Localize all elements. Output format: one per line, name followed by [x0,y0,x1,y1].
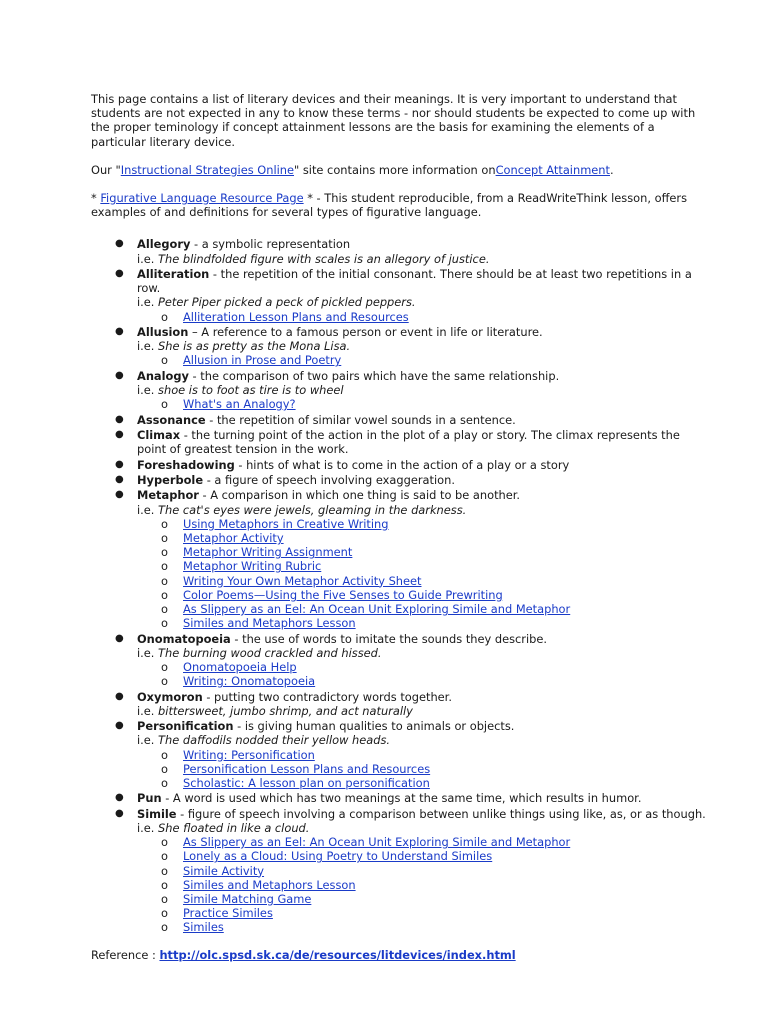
resource-list-item [137,892,711,906]
strategies-prefix: Our " [91,162,121,177]
circle-bullet-icon: o [161,674,168,689]
resource-link[interactable]: Similes and Metaphors Lesson [183,616,356,631]
circle-bullet-icon: o [161,516,168,531]
resource-list-item [137,559,711,573]
resource-link[interactable]: As Slippery as an Eel: An Ocean Unit Exploring Simile and Metaphor [183,602,571,616]
resource-list-item [137,602,711,616]
resource-link-list [137,517,711,631]
bullet-icon: ● [115,429,124,440]
resource-link-list [137,660,711,688]
resource-list-item [137,574,711,588]
device-item-pun [91,791,711,805]
bullet-icon: ● [115,369,124,381]
concept-attainment-link[interactable]: Concept Attainment [495,162,610,177]
device-item-oxymoron [91,690,711,718]
device-item-metaphor [91,488,711,630]
device-term: Oxymoron [137,689,203,704]
resource-list-item [137,762,711,776]
resource-list-item [137,674,711,688]
device-definition: - figure of speech involving a comparison between unlike things using like, as, or as though. [176,806,706,821]
device-item-hyperbole [91,473,711,487]
device-definition: - a figure of speech involving exaggeration. [203,472,455,487]
circle-bullet-icon: o [161,776,168,790]
resource-link[interactable]: What's an Analogy? [183,397,296,412]
example-text: She floated in like a cloud. [158,820,310,835]
example-text: The cat's eyes were jewels, gleaming in the darkness. [158,502,467,517]
example-prefix: i.e. [137,383,159,398]
circle-bullet-icon: o [161,920,168,935]
device-example [137,252,711,266]
resource-link[interactable]: Writing: Onomatopoeia [183,674,316,689]
circle-bullet-icon: o [161,849,168,864]
device-item-allusion [91,325,711,368]
example-prefix: i.e. [137,703,159,718]
resource-list-item [137,864,711,878]
device-item-climax [91,428,711,456]
bullet-icon: ● [115,268,124,280]
device-term: Personification [137,719,234,734]
example-prefix: i.e. [137,502,159,517]
resource-list-item [137,776,711,790]
bullet-icon: ● [115,238,124,250]
example-text: The daffodils nodded their yellow heads. [158,733,391,748]
circle-bullet-icon: o [161,835,168,850]
figurative-star: * [91,191,101,206]
device-term: Allegory [137,237,191,252]
resource-link[interactable]: Metaphor Writing Rubric [183,559,322,574]
device-definition: - A comparison in which one thing is said to be another. [198,488,521,503]
resource-link[interactable]: Using Metaphors in Creative Writing [183,516,389,531]
strategies-middle: " site contains more information on [294,162,496,177]
device-term: Assonance [137,412,206,427]
resource-list-item [137,310,711,324]
device-definition: - the repetition of similar vowel sounds in a sentence. [205,412,516,427]
device-definition: - the turning point of the action in the plot of a play or story. The climax represents the point of greatest tension in the work. [137,428,680,457]
device-definition: - the comparison of two pairs which have the same relationship. [188,368,560,383]
resource-list-item [137,920,711,934]
device-definition: - a symbolic representation [190,237,351,252]
device-item-personification [91,719,711,790]
device-term: Alliteration [137,267,210,282]
circle-bullet-icon: o [161,587,168,602]
device-example [137,704,711,718]
intro-paragraph: This page contains a list of literary devices and their meanings. It is very important to understand that students are not expected in any to know these terms - nor should students be expected to come up with the proper teminology if concept attainment lessons are the basis for examining the elements of a particular literary device. [91,92,696,149]
circle-bullet-icon: o [161,892,168,906]
device-definition: – A reference to a famous person or event in life or literature. [188,325,543,340]
resource-link[interactable]: Similes and Metaphors Lesson [183,877,356,892]
resource-link[interactable]: Simile Matching Game [183,892,312,906]
resource-link[interactable]: Writing Your Own Metaphor Activity Sheet [183,573,422,588]
device-example [137,503,711,517]
circle-bullet-icon: o [161,747,168,762]
device-term: Simile [137,806,177,821]
example-text: She is as pretty as the Mona Lisa. [158,339,351,354]
figurative-paragraph [91,191,711,219]
resource-list-item [137,835,711,849]
resource-list-item [137,588,711,602]
example-prefix: i.e. [137,645,159,660]
device-item-allegory [91,237,711,265]
circle-bullet-icon: o [161,545,168,560]
example-prefix: i.e. [137,251,159,266]
resource-link[interactable]: Alliteration Lesson Plans and Resources [183,309,409,324]
strategies-suffix: . [610,162,614,177]
circle-bullet-icon: o [161,530,168,545]
resource-link[interactable]: Allusion in Prose and Poetry [183,353,342,368]
circle-bullet-icon: o [161,863,168,878]
circle-bullet-icon: o [161,353,168,368]
resource-list-item [137,353,711,367]
circle-bullet-icon: o [161,877,168,892]
device-definition: - hints of what is to come in the action of a play or a story [234,457,570,472]
reference-link[interactable]: http://olc.spsd.sk.ca/de/resources/litdevices/index.html [159,947,516,962]
bullet-icon: ● [115,326,124,338]
bullet-icon: ● [115,413,124,425]
device-example [137,383,711,397]
bullet-icon: ● [115,632,124,644]
resource-link[interactable]: As Slippery as an Eel: An Ocean Unit Exploring Simile and Metaphor [183,835,571,850]
circle-bullet-icon: o [161,397,168,412]
device-item-alliteration [91,267,711,324]
figurative-description: * - This student reproducible, from a ReadWriteThink lesson, offers examples of and definitions for several types of figurative language. [91,191,688,220]
bullet-icon: ● [115,807,124,819]
device-definition: - putting two contradictory words together. [202,689,452,704]
bullet-icon: ● [115,489,124,501]
resource-link-list [137,397,711,411]
device-item-assonance [91,413,711,427]
bullet-icon: ● [115,458,124,470]
resource-link-list [137,353,711,367]
figurative-language-link[interactable]: Figurative Language Resource Page [100,191,304,206]
device-example [137,821,711,835]
resource-list-item [137,660,711,674]
circle-bullet-icon: o [161,573,168,588]
device-term: Hyperbole [137,472,204,487]
document-page [91,92,711,962]
device-definition: - the use of words to imitate the sounds they describe. [230,631,548,646]
resource-link[interactable]: Similes [183,920,224,935]
device-example [137,295,711,309]
resource-link[interactable]: Scholastic: A lesson plan on personification [183,776,430,790]
bullet-icon: ● [115,690,124,702]
resource-link-list [137,748,711,791]
reference-label: Reference : [91,947,160,962]
device-term: Allusion [137,325,189,340]
device-term: Metaphor [137,488,199,503]
strategies-paragraph [91,163,711,177]
device-example [137,339,711,353]
bullet-icon: ● [115,792,124,804]
resource-list-item [137,748,711,762]
resource-link[interactable]: Writing: Personification [183,747,315,762]
circle-bullet-icon: o [161,602,168,616]
device-example [137,646,711,660]
resource-list-item [137,397,711,411]
resource-link[interactable]: Color Poems—Using the Five Senses to Guide Prewriting [183,587,503,602]
example-text: Peter Piper picked a peck of pickled peppers. [158,295,416,310]
instructional-strategies-link[interactable]: Instructional Strategies Online [120,162,294,177]
device-term: Climax [137,428,181,442]
device-term: Analogy [137,368,189,383]
resource-list-item [137,849,711,863]
circle-bullet-icon: o [161,761,168,776]
device-item-onomatopoeia [91,632,711,689]
resource-list-item [137,906,711,920]
resource-link[interactable]: Onomatopoeia Help [183,660,297,674]
device-example [137,733,711,747]
resource-link[interactable]: Simile Activity [183,863,265,878]
resource-list-item [137,531,711,545]
resource-link-list [137,310,711,324]
reference-line [91,948,711,962]
device-term: Foreshadowing [137,457,235,472]
resource-link-list [137,835,711,934]
resource-link[interactable]: Metaphor Writing Assignment [183,545,353,560]
device-definition: - A word is used which has two meanings at the same time, which results in humor. [161,791,642,806]
bullet-icon: ● [115,720,124,732]
device-definition: - is giving human qualities to animals or objects. [233,719,515,734]
example-prefix: i.e. [137,733,159,748]
circle-bullet-icon: o [161,660,168,674]
device-item-analogy [91,369,711,412]
example-text: The burning wood crackled and hissed. [158,645,382,660]
example-text: The blindfolded figure with scales is an allegory of justice. [158,251,490,266]
resource-list-item [137,517,711,531]
resource-list-item [137,616,711,630]
resource-link[interactable]: Lonely as a Cloud: Using Poetry to Understand Similes [183,849,493,864]
example-prefix: i.e. [137,820,159,835]
circle-bullet-icon: o [161,559,168,574]
resource-list-item [137,878,711,892]
device-item-foreshadowing [91,458,711,472]
circle-bullet-icon: o [161,309,168,324]
example-prefix: i.e. [137,295,159,310]
example-text: shoe is to foot as tire is to wheel [158,383,344,398]
resource-link[interactable]: Personification Lesson Plans and Resources [183,761,431,776]
bullet-icon: ● [115,473,124,485]
example-text: bittersweet, jumbo shrimp, and act naturally [158,703,413,718]
device-list [91,237,711,934]
resource-link[interactable]: Practice Similes [183,906,273,921]
device-definition: - the repetition of the initial consonant. There should be at least two repetitions in a row. [137,267,692,296]
device-item-simile [91,807,711,935]
circle-bullet-icon: o [161,616,168,631]
device-term: Onomatopoeia [137,631,231,646]
resource-link[interactable]: Metaphor Activity [183,530,284,545]
device-term: Pun [137,791,162,806]
resource-list-item [137,545,711,559]
circle-bullet-icon: o [161,906,168,921]
example-prefix: i.e. [137,339,159,354]
